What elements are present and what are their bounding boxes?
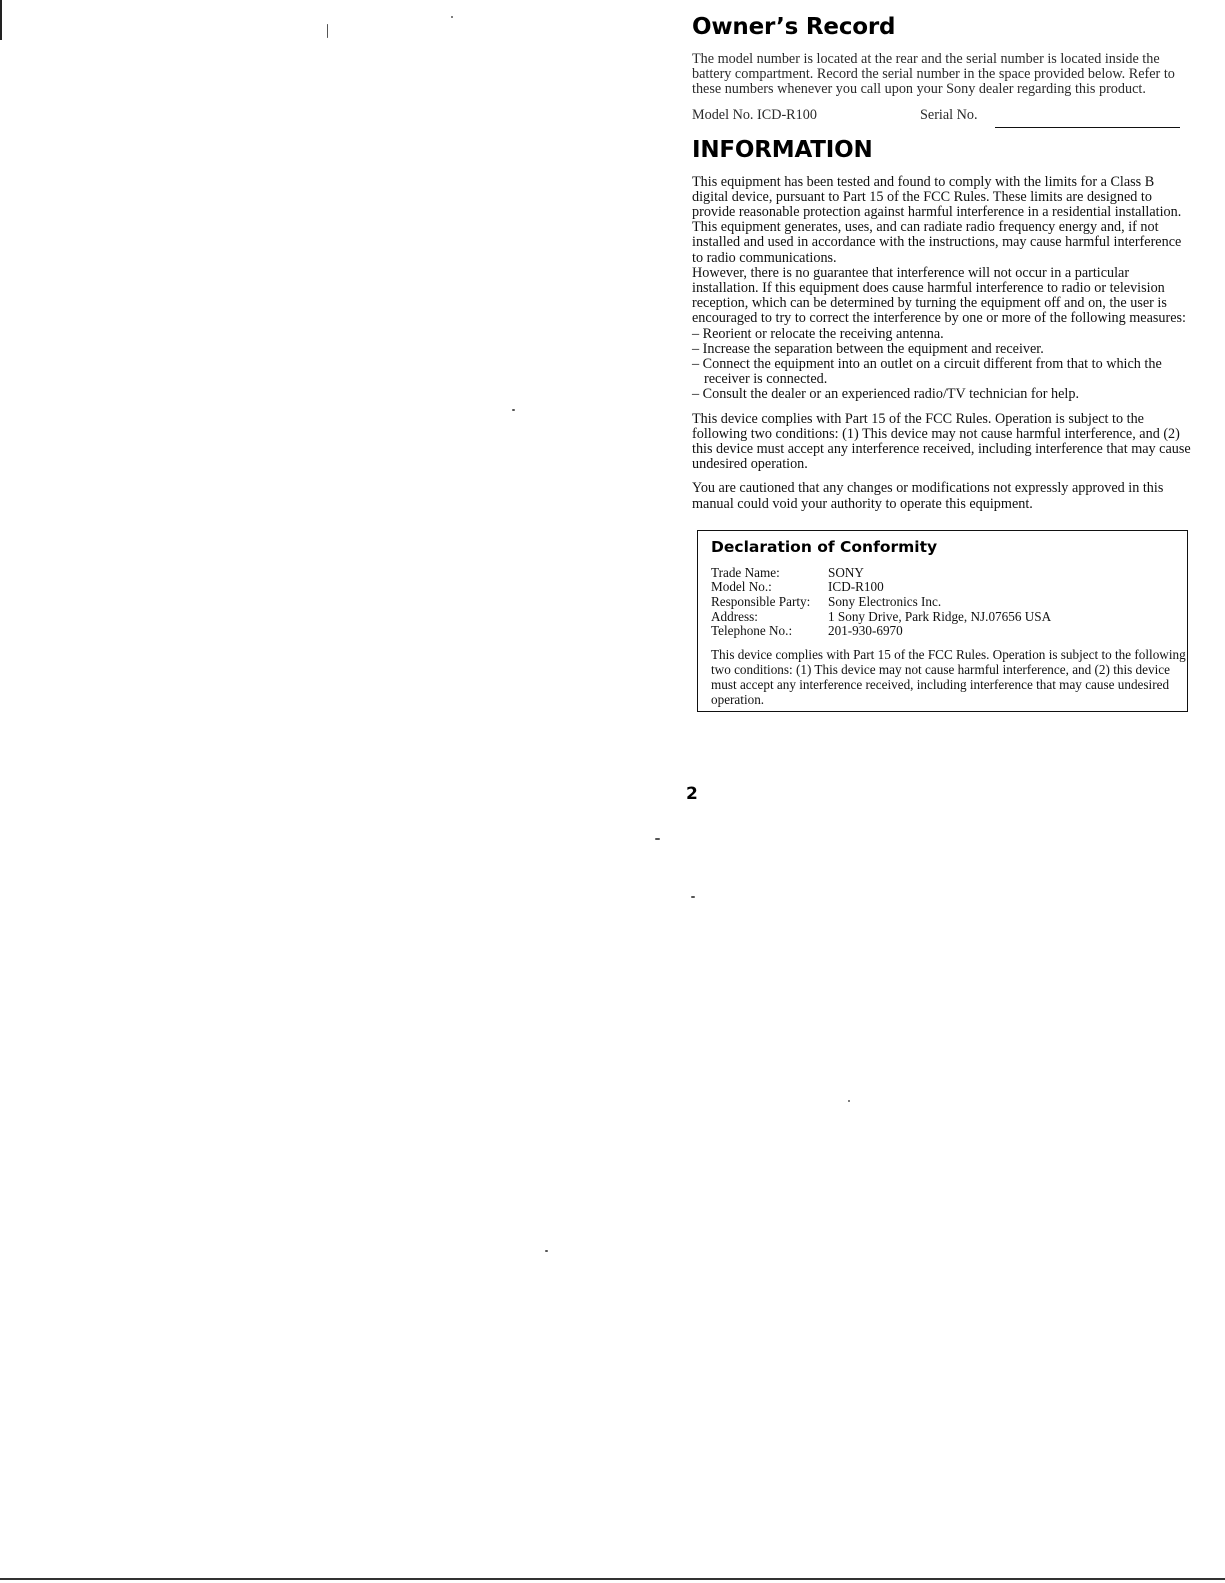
model-number-label: Model No. ICD-R100 [692, 106, 817, 123]
row-value: 201-930-6970 [828, 623, 903, 639]
declaration-heading: Declaration of Conformity [711, 537, 938, 556]
information-paragraph-4: You are cautioned that any changes or modifications not expressly approved in this manual could void your authority to operate this equipment. [692, 480, 1164, 512]
information-paragraph-3: This device complies with Part 15 of the FCC Rules. Operation is subject to the following two conditions: (1) This device may not cause harmful interference, and (2) this device must accept any interference received, including interference that may cause undesired operation. [692, 410, 1191, 473]
table-row [711, 610, 1051, 625]
information-paragraph-1: This equipment has been tested and found to comply with the limits for a Class B digital device, pursuant to Part 15 of the FCC Rules. These limits are designed to provide reasonable protection against harmful interference in a residential installation. This equipment generates, uses, and can radiate radio frequency energy and, if not installed and used in accordance with the instructions, may cause harmful interference to radio communications. [692, 173, 1182, 266]
scan-speck [327, 24, 328, 38]
declaration-text: This device complies with Part 15 of the FCC Rules. Operation is subject to the following two conditions: (1) This device may not cause harmful interference, and (2) this device must accept any interference received, including interference that may cause undesired operation. [711, 646, 1186, 707]
list-item: – Consult the dealer or an experienced radio/TV technician for help. [692, 386, 1079, 403]
serial-number-label: Serial No. [920, 106, 978, 123]
list-item: – Reorient or relocate the receiving antenna. [692, 325, 944, 342]
scan-left-edge [0, 0, 2, 40]
scan-speck [848, 1100, 850, 1102]
row-key: Model No.: [711, 579, 772, 595]
content-column [692, 14, 1192, 712]
scan-speck [451, 16, 453, 18]
information-heading: INFORMATION [692, 136, 873, 163]
owners-record-section [692, 14, 1192, 131]
row-value: 1 Sony Drive, Park Ridge, NJ.07656 USA [828, 608, 1052, 624]
row-value: Sony Electronics Inc. [828, 594, 942, 610]
table-row [711, 580, 1051, 595]
table-row [711, 624, 1051, 639]
scan-bottom-edge [0, 1578, 1225, 1580]
row-value: ICD-R100 [828, 579, 884, 595]
serial-number-blank-line [995, 127, 1180, 128]
row-key: Address: [711, 608, 758, 624]
list-item: – Increase the separation between the equipment and receiver. [692, 340, 1044, 357]
row-key: Responsible Party: [711, 594, 811, 610]
owners-record-heading: Owner’s Record [692, 14, 896, 40]
scan-speck [545, 1250, 548, 1252]
scan-speck [655, 838, 660, 840]
scan-speck [691, 896, 695, 898]
table-row [711, 566, 1051, 581]
declaration-info-table [711, 566, 1051, 639]
information-paragraph-2: However, there is no guarantee that interference will not occur in a particular installation. If this equipment does cause harmful interference to radio or television reception, which can be determined by turning the equipment off and on, the user is encouraged to try to correct the interference by one or more of the following measures: [692, 264, 1186, 327]
information-section [692, 137, 1192, 512]
measures-list [692, 327, 1192, 403]
record-row [692, 107, 1192, 131]
table-row [711, 595, 1051, 610]
row-key: Telephone No.: [711, 623, 793, 639]
owners-record-text: The model number is located at the rear and the serial number is located inside the battery compartment. Record the serial number in the space provided below. Refer to these numbers whenever you call upon your Sony dealer regarding this product. [692, 51, 1175, 98]
list-item: – Connect the equipment into an outlet on a circuit different from that to which the receiver is connected. [692, 356, 1162, 388]
scan-speck [512, 409, 515, 411]
row-key: Trade Name: [711, 564, 780, 580]
page-number: 2 [686, 784, 698, 804]
row-value: SONY [828, 564, 864, 580]
declaration-of-conformity-box [697, 530, 1188, 712]
